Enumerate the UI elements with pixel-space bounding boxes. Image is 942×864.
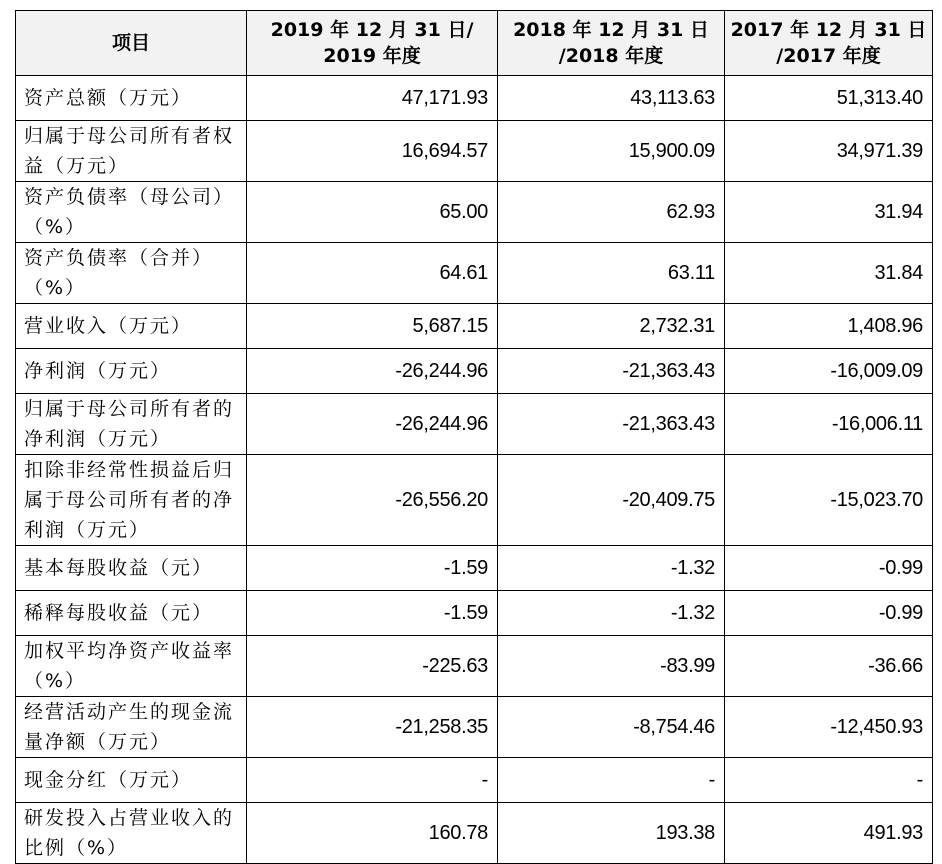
row-label: 稀释每股收益（元） (16, 591, 247, 636)
value-2019: -1.59 (247, 591, 498, 636)
value-2019: -26,556.20 (247, 455, 498, 546)
value-2019: - (247, 758, 498, 803)
value-2019: 65.00 (247, 182, 498, 243)
table-row (16, 697, 933, 758)
value-2019: 16,694.57 (247, 121, 498, 182)
value-2017: - (725, 758, 933, 803)
row-label: 现金分红（万元） (16, 758, 247, 803)
table-row (16, 304, 933, 349)
row-label: 基本每股收益（元） (16, 546, 247, 591)
value-2017: -15,023.70 (725, 455, 933, 546)
row-label: 研发投入占营业收入的比例（%） (16, 803, 247, 864)
value-2019: -26,244.96 (247, 394, 498, 455)
table-row (16, 121, 933, 182)
value-2017: 1,408.96 (725, 304, 933, 349)
value-2019: 47,171.93 (247, 76, 498, 121)
header-2018-line1: 2018 年 12 月 31 日 (513, 19, 709, 41)
header-2017 (725, 11, 933, 76)
header-2019-line2: 2019 年度 (323, 45, 421, 67)
value-2019: -1.59 (247, 546, 498, 591)
value-2017: 51,313.40 (725, 76, 933, 121)
value-2017: -0.99 (725, 591, 933, 636)
row-label: 扣除非经常性损益后归属于母公司所有者的净利润（万元） (16, 455, 247, 546)
value-2018: 15,900.09 (498, 121, 725, 182)
value-2017: -36.66 (725, 636, 933, 697)
financial-table-container (15, 10, 933, 864)
table-row (16, 591, 933, 636)
value-2018: -21,363.43 (498, 394, 725, 455)
header-2017-line2: /2017 年度 (776, 45, 881, 67)
table-row (16, 182, 933, 243)
value-2018: 63.11 (498, 243, 725, 304)
table-row (16, 636, 933, 697)
value-2017: -0.99 (725, 546, 933, 591)
value-2018: 43,113.63 (498, 76, 725, 121)
value-2019: -225.63 (247, 636, 498, 697)
value-2018: 2,732.31 (498, 304, 725, 349)
row-label: 归属于母公司所有者的净利润（万元） (16, 394, 247, 455)
value-2019: -21,258.35 (247, 697, 498, 758)
value-2018: -8,754.46 (498, 697, 725, 758)
row-label: 经营活动产生的现金流量净额（万元） (16, 697, 247, 758)
row-label: 归属于母公司所有者权益（万元） (16, 121, 247, 182)
value-2019: 64.61 (247, 243, 498, 304)
table-row (16, 455, 933, 546)
value-2017: 31.94 (725, 182, 933, 243)
value-2017: 34,971.39 (725, 121, 933, 182)
value-2018: 193.38 (498, 803, 725, 864)
row-label: 营业收入（万元） (16, 304, 247, 349)
table-row (16, 546, 933, 591)
value-2018: - (498, 758, 725, 803)
row-label: 加权平均净资产收益率（%） (16, 636, 247, 697)
value-2017: -12,450.93 (725, 697, 933, 758)
row-label: 净利润（万元） (16, 349, 247, 394)
value-2018: 62.93 (498, 182, 725, 243)
value-2017: -16,006.11 (725, 394, 933, 455)
header-2019-line1: 2019 年 12 月 31 日/ (270, 19, 474, 41)
header-row (16, 11, 933, 76)
value-2019: 5,687.15 (247, 304, 498, 349)
header-2018-line2: /2018 年度 (558, 45, 664, 67)
value-2017: -16,009.09 (725, 349, 933, 394)
table-row (16, 76, 933, 121)
header-2019 (247, 11, 498, 76)
row-label: 资产负债率（母公司）（%） (16, 182, 247, 243)
header-2018 (498, 11, 725, 76)
value-2018: -21,363.43 (498, 349, 725, 394)
value-2018: -20,409.75 (498, 455, 725, 546)
value-2019: 160.78 (247, 803, 498, 864)
table-row (16, 394, 933, 455)
row-label: 资产总额（万元） (16, 76, 247, 121)
key-financial-indicators-table (15, 10, 933, 864)
value-2017: 491.93 (725, 803, 933, 864)
header-2017-line1: 2017 年 12 月 31 日 (730, 19, 927, 41)
value-2017: 31.84 (725, 243, 933, 304)
table-row (16, 243, 933, 304)
value-2018: -1.32 (498, 546, 725, 591)
header-item: 项目 (16, 11, 247, 76)
value-2019: -26,244.96 (247, 349, 498, 394)
table-row (16, 758, 933, 803)
row-label: 资产负债率（合并）（%） (16, 243, 247, 304)
table-row (16, 349, 933, 394)
table-row (16, 803, 933, 864)
value-2018: -83.99 (498, 636, 725, 697)
value-2018: -1.32 (498, 591, 725, 636)
